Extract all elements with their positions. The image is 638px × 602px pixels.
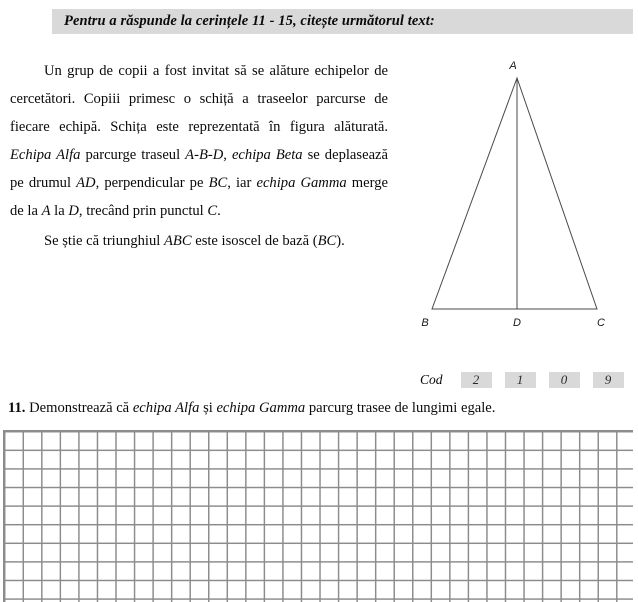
code-box-3[interactable]: 0 [549,372,580,388]
passage-p1-seg8: la [50,203,69,219]
code-box-1[interactable]: 2 [461,372,492,388]
passage-p1-seg7: merge de la [10,175,388,219]
question-seg2: și [199,400,217,416]
term-echipa-gamma: echipa Gamma [256,175,347,191]
code-box-2[interactable]: 1 [505,372,536,388]
vertex-label-b: B [421,317,429,329]
question-11 [8,398,628,418]
passage-p1-seg6: , iar [227,175,257,191]
paren-close: ) [336,233,342,249]
passage-p1-seg9: , trecând prin punctul [78,203,208,219]
term-echipa-alfa: Echipa Alfa [10,147,81,163]
passage-p1-seg4: se deplasează pe drumul [10,147,389,191]
instruction-banner [52,9,633,34]
passage-p1-seg2: parcurge traseul [80,147,186,163]
math-point-c: C [207,203,218,219]
math-ad: AD [76,175,96,191]
vertex-label-a: A [509,60,517,72]
passage-text-column [10,57,388,255]
math-segment-bc: BC [317,233,337,249]
math-bc: BC [208,175,228,191]
triangle-diagram-svg [400,55,638,330]
question-term-echipa-alfa: echipa Alfa [132,400,200,416]
passage-p1-seg3: , [223,147,232,163]
vertex-label-c: C [597,317,605,329]
question-number: 11. [8,400,26,416]
math-triangle-abc: ABC [163,233,192,249]
code-box-4[interactable]: 9 [593,372,624,388]
question-seg3: parcurg trasee de lungimi egale. [305,400,496,416]
math-point-a: A [41,203,51,219]
passage-paragraph-1 [10,57,388,225]
passage-paragraph-2 [10,227,388,255]
math-point-d: D [68,203,79,219]
passage-p2-seg2: este isoscel de bază [191,233,313,249]
vertex-label-d: D [513,317,521,329]
passage-p1-seg5: , perpendicular pe [95,175,209,191]
math-abd: A-B-D [185,147,224,163]
code-row [420,371,624,389]
passage-p2-seg1: Se știe că triunghiul [44,233,164,249]
term-echipa-beta: echipa Beta [231,147,303,163]
instruction-banner-text: Pentru a răspunde la cerințele 11 - 15, citește următorul text: [64,13,435,29]
passage-p1-seg10: . [217,203,221,219]
answer-grid[interactable] [3,430,633,602]
triangle-diagram [400,55,638,330]
passage-p1-seg1: Un grup de copii a fost invitat să se alăture echipelor de cercetători. Copiii primesc o schiță a traseelor parcurse de fiecare echipă. Schița este reprezentată în figura alăturată. [10,63,388,135]
passage-p2-seg3: . [341,233,345,249]
code-label: Cod [420,372,443,387]
paren-open: ( [312,233,318,249]
question-seg1: Demonstrează că [25,400,133,416]
question-term-echipa-gamma: echipa Gamma [216,400,306,416]
triangle-abc-shape [432,78,597,309]
